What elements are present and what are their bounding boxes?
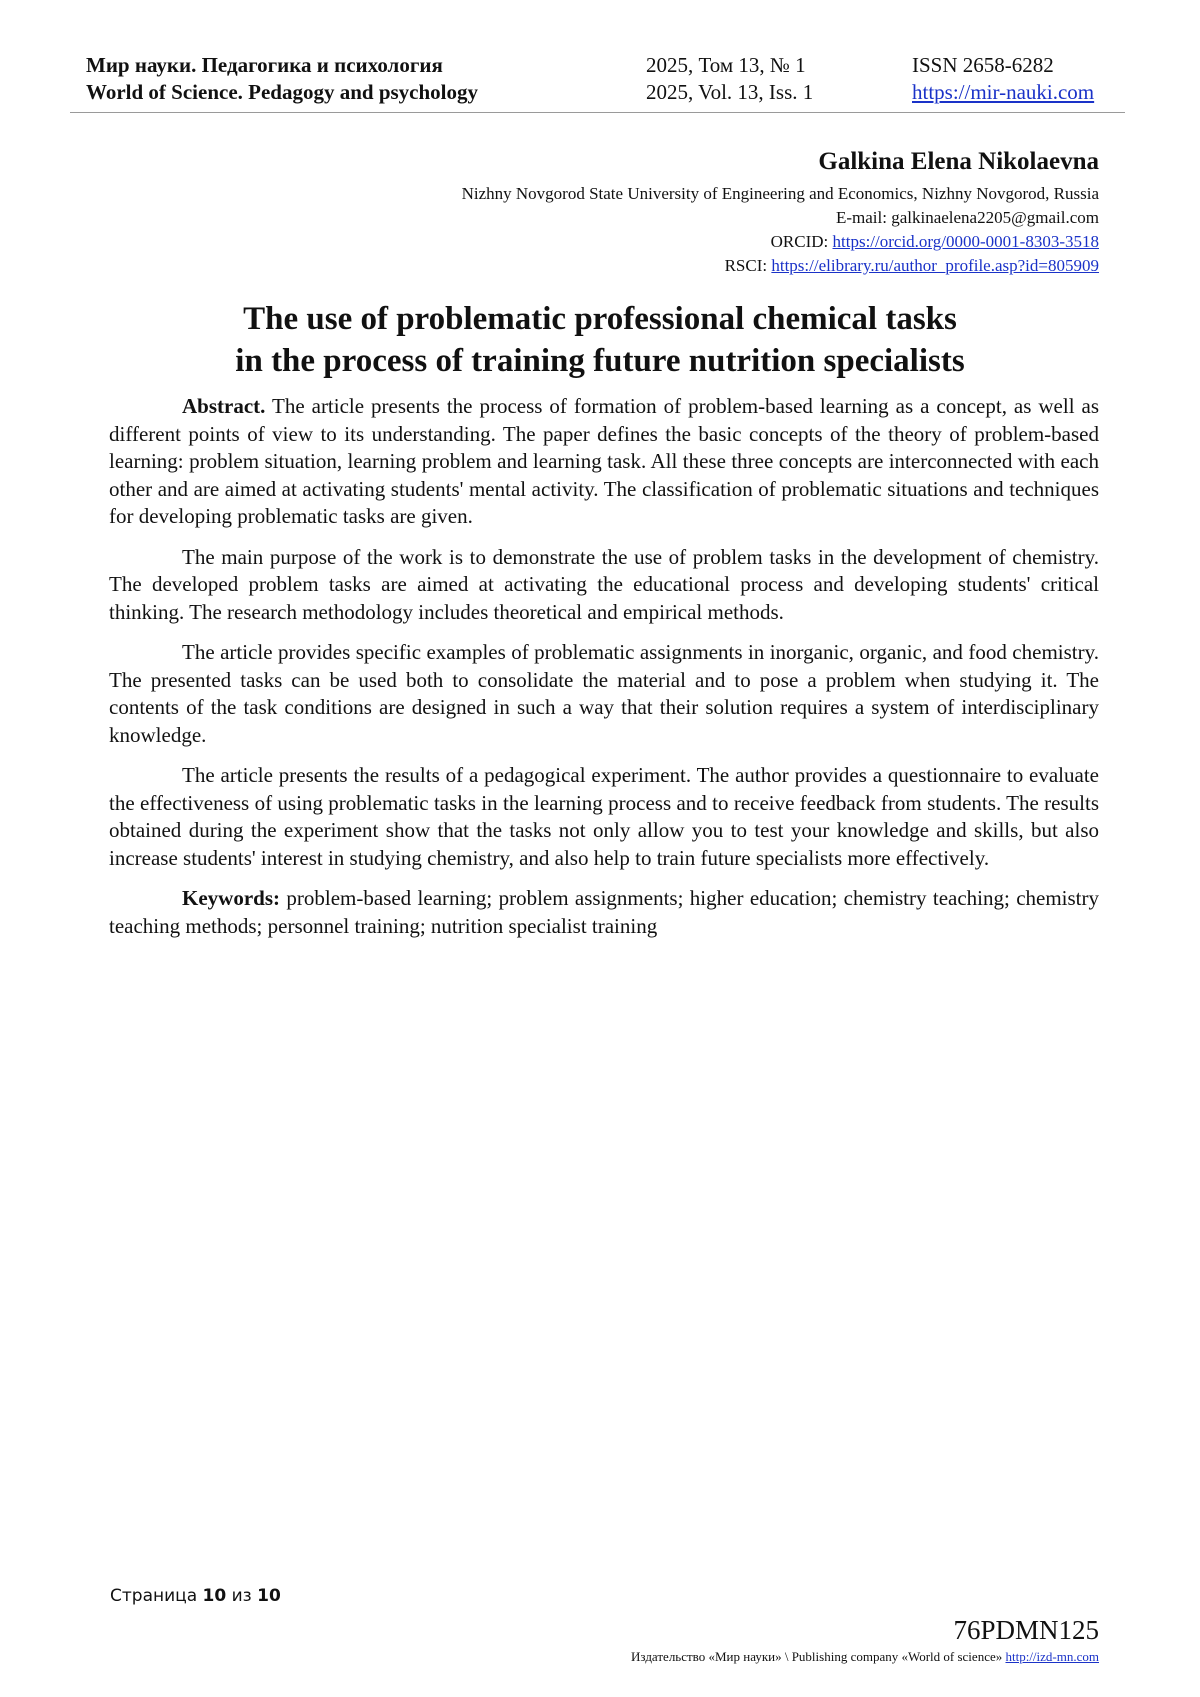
abstract-label: Abstract. bbox=[182, 394, 266, 418]
journal-title-en: World of Science. Pedagogy and psychology bbox=[86, 80, 479, 104]
abstract-paragraph-3: The article provides specific examples of problematic assignments in inorganic, organic, and food chemistry. The presented tasks can be used both to consolidate the material and to pose a problem when studying it. The contents of the task conditions are designed in such a way that their solution requires a system of interdisciplinary knowledge. bbox=[109, 640, 1099, 747]
abstract-paragraph-2: The main purpose of the work is to demonstrate the use of problem tasks in the development of chemistry. The developed problem tasks are aimed at activating the educational process and developing students' critical thinking. The research methodology includes theoretical and empirical methods. bbox=[109, 544, 1099, 624]
journal-title-ru: Мир науки. Педагогика и психология bbox=[86, 53, 443, 77]
article-title-line-1: The use of problematic professional chemical tasks bbox=[243, 301, 957, 337]
issue-en: 2025, Vol. 13, Iss. 1 bbox=[646, 80, 814, 104]
orcid-label: ORCID: bbox=[770, 232, 829, 251]
abstract-paragraph-4: The article presents the results of a pedagogical experiment. The author provides a questionnaire to evaluate the effectiveness of using problematic tasks in the learning process and to receive feedback from students. The results obtained during the experiment show that the tasks not only allow you to test your knowledge and skills, but also increase students' interest in studying chemistry, and also help to train future specialists more effectively. bbox=[109, 763, 1099, 870]
abstract-text-1: The article presents the process of formation of problem-based learning as a concept, as well as different points of view to its understanding. The paper defines the basic concepts of the theory of problem-based learning: problem situation, learning problem and learning task. All these three concepts are interconnected with each other and are aimed at activating students' mental activity. The classification of problematic situations and techniques for developing problematic tasks are given. bbox=[109, 394, 1099, 528]
rsci-label: RSCI: bbox=[724, 256, 768, 275]
orcid-link[interactable]: https://orcid.org/0000-0001-8303-3518 bbox=[832, 232, 1099, 251]
publisher-link[interactable]: http://izd-mn.com bbox=[1005, 1649, 1099, 1664]
page-number bbox=[110, 1586, 281, 1606]
author-name: Galkina Elena Nikolaevna bbox=[818, 148, 1099, 175]
issue-ru: 2025, Том 13, № 1 bbox=[646, 53, 806, 77]
page-current: 10 bbox=[202, 1586, 227, 1606]
author-rsci bbox=[199, 254, 1099, 278]
journal-header bbox=[86, 52, 1122, 106]
issn: ISSN 2658-6282 bbox=[912, 53, 1054, 77]
publisher-text: Издательство «Мир науки» \ Publishing company «World of science» bbox=[631, 1649, 1003, 1664]
header-row-ru bbox=[86, 52, 1122, 79]
journal-site-link[interactable]: https://mir-nauki.com bbox=[912, 80, 1095, 104]
keywords-text: problem-based learning; problem assignments; higher education; chemistry teaching; chemistry teaching methods; personnel training; nutrition specialist training bbox=[109, 886, 1100, 938]
page-prefix: Страница bbox=[110, 1586, 198, 1606]
header-row-en bbox=[86, 79, 1122, 106]
author-email: E-mail: galkinaelena2205@gmail.com bbox=[835, 208, 1099, 227]
article-title bbox=[100, 298, 1100, 382]
article-code: 76PDMN125 bbox=[953, 1615, 1099, 1645]
publisher-line bbox=[631, 1649, 1099, 1665]
article-title-line-2: in the process of training future nutrition specialists bbox=[235, 343, 965, 379]
header-divider bbox=[70, 112, 1125, 113]
rsci-link[interactable]: https://elibrary.ru/author_profile.asp?id=805909 bbox=[771, 256, 1099, 275]
page-total: 10 bbox=[257, 1586, 281, 1606]
keywords-label: Keywords: bbox=[182, 886, 280, 910]
abstract-section bbox=[109, 393, 1099, 953]
keywords-paragraph bbox=[109, 885, 1099, 940]
author-orcid bbox=[199, 230, 1099, 254]
abstract-paragraph-1 bbox=[109, 393, 1099, 531]
author-block bbox=[199, 146, 1099, 278]
page-mid: из bbox=[231, 1586, 252, 1606]
author-affiliation: Nizhny Novgorod State University of Engineering and Economics, Nizhny Novgorod, Russia bbox=[461, 184, 1099, 203]
